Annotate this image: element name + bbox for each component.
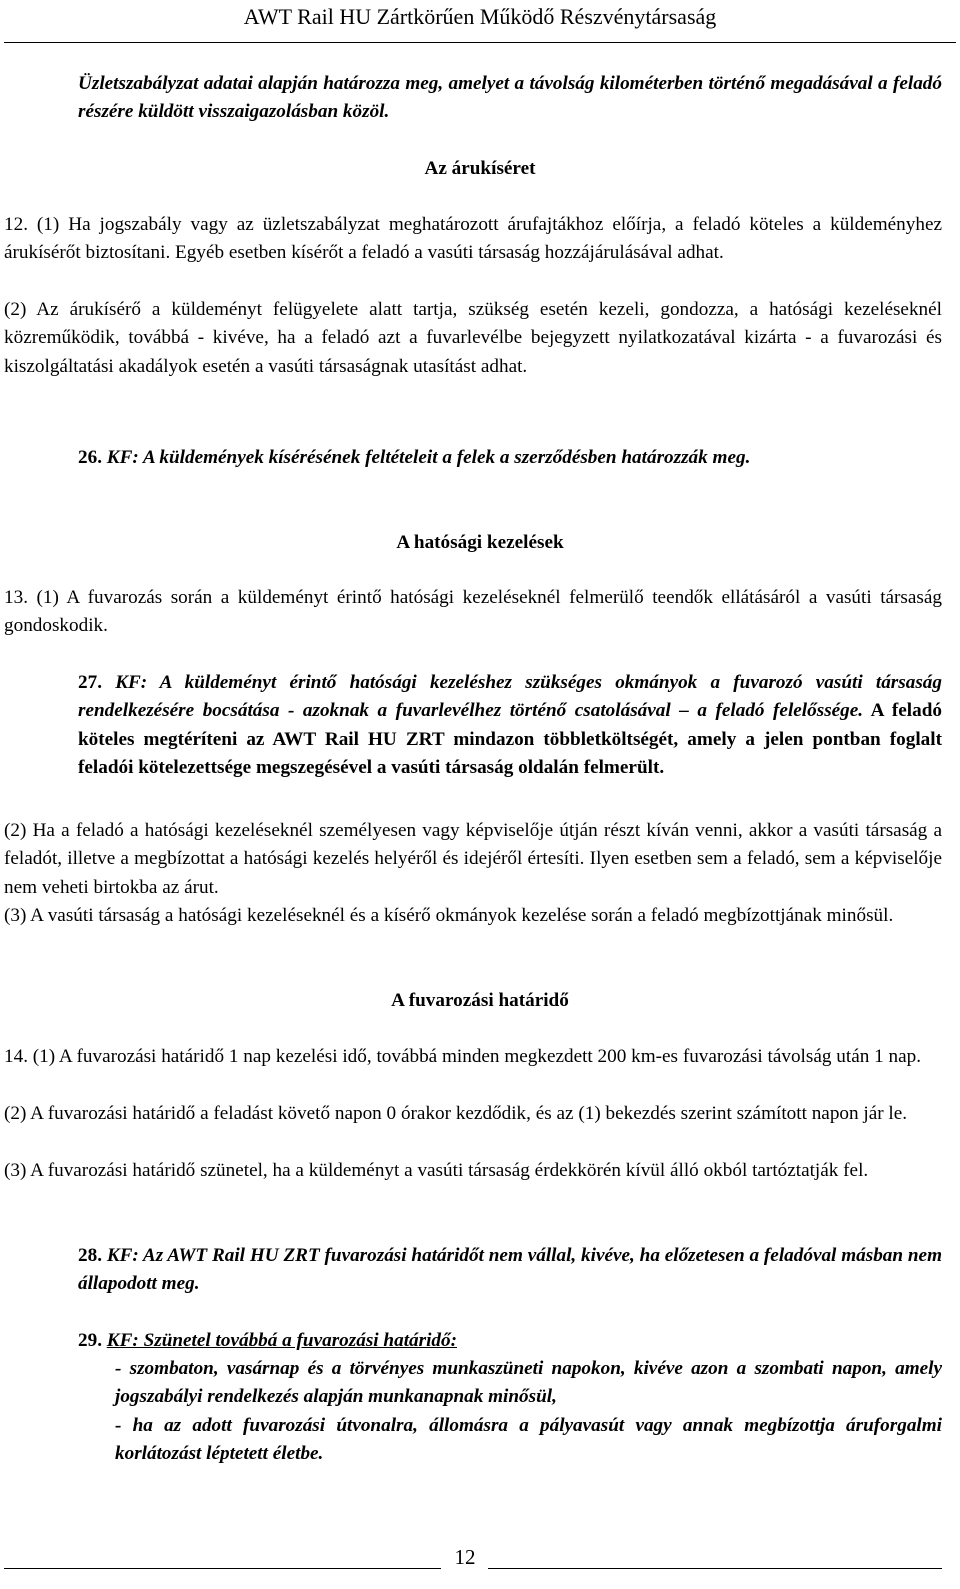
kf-26-text: KF: A küldemények kísérésének feltételeit a felek a szerződésben határozzák meg. bbox=[101, 447, 751, 468]
intro-paragraph: Üzletszabályzat adatai alapján határozza meg, amelyet a távolság kilométerben történő megadásával a feladó részére küldött visszaigazolásban közöl. bbox=[78, 73, 942, 123]
kf-27 bbox=[78, 669, 942, 782]
kf-29-item-2: - ha az adott fuvarozási útvonalra, állomásra a pályavasút vagy annak megbízottja áruforgalmi korlátozást léptetett életbe. bbox=[115, 1415, 942, 1465]
paragraph-12-1: 12. (1) Ha jogszabály vagy az üzletszabályzat meghatározott árufajtákhoz előírja, a feladó köteles a küldeményhez árukísérőt biztosítani. Egyéb esetben kísérőt a feladó a vasúti társaság hozzájárulásával adhat. bbox=[4, 214, 942, 264]
heading-hatosagi-kezelesek: A hatósági kezelések bbox=[396, 532, 564, 553]
footer-rule-left bbox=[4, 1568, 441, 1569]
heading-fuvarozasi-hatarido: A fuvarozási határidő bbox=[391, 990, 569, 1011]
kf-28 bbox=[78, 1242, 942, 1299]
kf-26-number: 26. bbox=[78, 447, 102, 468]
paragraph-14-2: (2) A fuvarozási határidő a feladást követő napon 0 órakor kezdődik, és az (1) bekezdés szerint számított napon jár le. bbox=[4, 1103, 908, 1124]
paragraph-12-2: (2) Az árukísérő a küldeményt felügyelete alatt tartja, szükség esetén kezeli, gondozza, a hatósági kezeléseknél közreműködik, továbbá - kivéve, ha a feladó azt a fuvarlevélbe bejegyzett nyilatkozatával kizárta - a fuvarozási és kiszolgáltatási akadályok esetén a vasúti társaságnak utasítást adhat. bbox=[4, 299, 942, 377]
paragraph-13-3: (3) A vasúti társaság a hatósági kezeléseknél és a kísérő okmányok kezelése során a feladó megbízottjának minősül. bbox=[4, 905, 894, 926]
kf-27-number: 27. bbox=[78, 672, 102, 693]
kf-29-text: KF: Szünetel továbbá a fuvarozási határidő: bbox=[106, 1330, 457, 1351]
kf-28-number: 28. bbox=[78, 1245, 102, 1266]
paragraph-13-1: 13. (1) A fuvarozás során a küldeményt érintő hatósági kezeléseknél felmerülő teendők ellátásáról a vasúti társaság gondoskodik. bbox=[4, 587, 942, 637]
kf-29-item-1: - szombaton, vasárnap és a törvényes munkaszüneti napokon, kivéve azon a szombati napon, amely jogszabályi rendelkezés alapján munkanapnak minősül, bbox=[115, 1358, 942, 1408]
page-number: 12 bbox=[454, 1545, 476, 1569]
kf-27-italic-text: KF: A küldeményt érintő hatósági kezeléshez szükséges okmányok a fuvarozó vasúti társaság rendelkezésére bocsátása - azoknak a fuvarlevélhez történő csatolásával – a feladó felelőssége. bbox=[78, 672, 942, 722]
kf-28-text: KF: Az AWT Rail HU ZRT fuvarozási határidőt nem vállal, kivéve, ha előzetesen a feladóval másban nem állapodott meg. bbox=[78, 1245, 942, 1295]
paragraph-14-1: 14. (1) A fuvarozási határidő 1 nap kezelési idő, továbbá minden megkezdett 200 km-es fuvarozási távolság után 1 nap. bbox=[4, 1046, 921, 1067]
kf-29-heading bbox=[78, 1327, 942, 1355]
heading-arukiseret: Az árukíséret bbox=[424, 158, 536, 179]
page-header: AWT Rail HU Zártkörűen Működő Részvénytársaság bbox=[243, 4, 717, 29]
header-rule bbox=[4, 42, 956, 43]
paragraph-13-2: (2) Ha a feladó a hatósági kezeléseknél személyesen vagy képviselője útján részt kíván venni, akkor a vasúti társaság a feladót, illetve a megbízottat a hatósági kezelés helyéről és idejéről értesíti. Ilyen esetben sem a feladó, sem a képviselője nem veheti birtokba az árut. bbox=[4, 820, 942, 898]
kf-27-bold-text: A feladó köteles megtéríteni az AWT Rail HU ZRT mindazon többletköltségét, amely a jelen pontban foglalt feladói kötelezettsége megszegésével a vasúti társaság oldalán felmerült. bbox=[78, 700, 943, 778]
kf-29-number: 29. bbox=[78, 1330, 102, 1351]
footer-rule-right bbox=[488, 1568, 942, 1569]
kf-26 bbox=[78, 444, 942, 472]
paragraph-14-3: (3) A fuvarozási határidő szünetel, ha a küldeményt a vasúti társaság érdekkörén kívül álló okból tartóztatják fel. bbox=[4, 1160, 869, 1181]
